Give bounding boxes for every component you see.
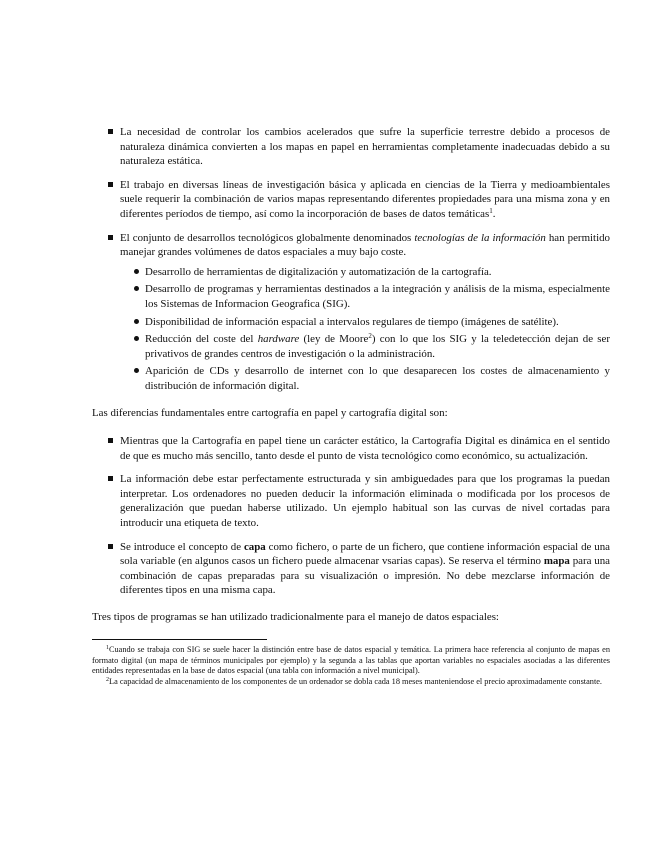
footnote-number: 1: [106, 644, 109, 651]
sub-list-item-text: Reducción del coste del: [145, 333, 258, 346]
sub-list-item-text: ) con lo que los SIG y la teledetección dejan de ser privativos de grandes centros de investigación o la administración.: [145, 333, 611, 360]
sub-list-item-text: Disponibilidad de información espacial a intervalos regulares de tiempo (imágenes de satélite).: [145, 315, 559, 328]
footnote-ref[interactable]: 2: [368, 332, 372, 341]
footnote: [92, 645, 610, 678]
sub-list-item-text: Desarrollo de herramientas de digitalización y automatización de la cartografía.: [145, 265, 492, 278]
footnote-divider: [92, 639, 267, 640]
footnote-text: Cuando se trabaja con SIG se suele hacer la distinción entre base de datos espacial y temática. La primera hace referencia al conjunto de mapas en formato digital (un mapa de términos municipales por ejemplo) y la segunda a las tablas que aportan variables no espaciales asociadas a las diferentes entidades representadas en la base de datos espacial (una tabla con información a nivel municipal).: [92, 644, 610, 676]
list-item-text: han permitido manejar grandes volúmenes de datos espaciales a muy bajo coste.: [120, 231, 611, 259]
body-paragraph: Las diferencias fundamentales entre cartografía en papel y cartografía digital son:: [92, 406, 448, 419]
footnote-ref[interactable]: 1: [489, 206, 493, 215]
sub-list-item: [145, 332, 610, 361]
list-item-text: para una combinación de capas preparadas para su visualización o impresión. No debe mezclarse información de diferentes tipos en una misma capa.: [120, 555, 610, 597]
sub-list-item: [145, 282, 610, 311]
sub-list-item-text: (ley de Moore: [299, 333, 369, 346]
list-item: [120, 125, 610, 169]
bullet-list-motivations: [120, 125, 610, 394]
sub-list-item: [145, 265, 610, 280]
sub-bullet-list: [145, 265, 610, 394]
footnote-number: 2: [106, 677, 109, 684]
list-item-text: Mientras que la Cartografía en papel tiene un carácter estático, la Cartografía Digital es dinámica en el sentido de que es mucho más sencillo, tanto desde el punto de vista tecnológico como económico, su actualización.: [120, 435, 610, 462]
bold-term-capa: capa: [243, 540, 266, 553]
sub-list-item-text: Desarrollo de programas y herramientas destinados a la integración y análisis de la misma, especialmente los Sistemas de Informacion Geografica (SIG).: [145, 283, 610, 310]
list-item-text: El trabajo en diversas líneas de investigación básica y aplicada en ciencias de la Tierra y medioambientales suele requerir la combinación de varios mapas representando diferentes propiedades para una misma zona y en diferentes períodos de tiempo, así como la incorporación de bases de datos temáticas: [120, 178, 610, 220]
footnote-text: La capacidad de almacenamiento de los componentes de un ordenador se dobla cada 18 meses manteniendose el precio aproximadamente constante.: [109, 677, 603, 687]
emphasized-term: tecnologías de la información: [414, 231, 546, 244]
bold-term-mapa: mapa: [543, 555, 570, 568]
list-item-text: Se introduce el concepto de: [120, 540, 244, 553]
list-item-text: La información debe estar perfectamente estructurada y sin ambiguedades para que los programas la puedan interpretar. Los ordenadores no pueden deducir la información eliminada o modificada por los procesos de generalización que puedan haberse utilizado. Un ejemplo habitual son las curvas de nivel cortadas para introducir una etiqueta de texto.: [120, 473, 610, 530]
list-item-text: como fichero, o parte de un fichero, que contiene información espacial de una sola variable (en algunos casos un fichero puede almacenar vsarias capas). Se reserva el término: [120, 540, 610, 568]
sub-list-item: [145, 364, 610, 393]
list-item: [120, 472, 610, 530]
list-item-text: El conjunto de desarrollos tecnológicos globalmente denominados: [120, 231, 415, 244]
sub-list-item: [145, 315, 610, 330]
footnotes: [92, 645, 610, 689]
list-item-text: La necesidad de controlar los cambios acelerados que sufre la superficie terrestre debido a procesos de naturaleza dinámica convierten a los mapas en papel en herramientas completamente inadecuadas debido a su naturaleza estática.: [120, 126, 610, 168]
list-item-text-end: .: [492, 207, 496, 220]
body-paragraph: Tres tipos de programas se han utilizado tradicionalmente para el manejo de datos espaciales:: [92, 611, 499, 624]
list-item: [120, 178, 610, 222]
list-item: [120, 231, 610, 394]
emphasized-term: hardware: [257, 333, 300, 346]
list-item: [120, 540, 610, 598]
bullet-list-differences: [120, 434, 610, 598]
page-content: [92, 125, 610, 688]
footnote: [92, 677, 610, 688]
sub-list-item-text: Aparición de CDs y desarrollo de internet con lo que desaparecen los costes de almacenamiento y distribución de información digital.: [145, 365, 610, 392]
list-item: [120, 434, 610, 463]
